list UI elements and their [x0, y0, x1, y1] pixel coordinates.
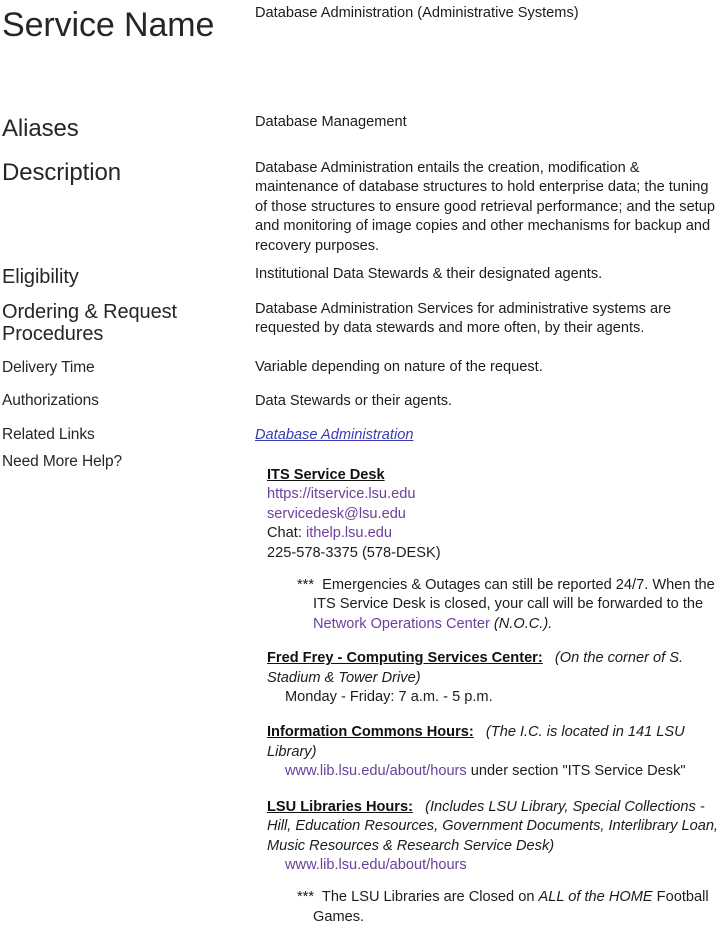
lsu-libraries-closed-note-part2: Football Games. — [313, 889, 709, 925]
value-ordering-request-procedures: Database Administration Services for administrative systems are requested by data stewards and more often, by their agents. — [255, 301, 672, 337]
its-service-desk-website-link[interactable]: https://itservice.lsu.edu — [267, 486, 416, 503]
information-commons-hours-row — [267, 762, 727, 781]
lsu-libraries-closed-note-emphasis: ALL of the HOME — [538, 889, 653, 906]
lsu-libraries-hours-link[interactable]: www.lib.lsu.edu/about/hours — [285, 856, 467, 873]
label-authorizations: Authorizations — [2, 392, 99, 409]
value-description: Database Administration entails the creation, modification & maintenance of database structures to hold enterprise data; the tuning of those structures to ensure good retrieval performance; and the setup and monitoring of image copies and other mechanisms for backup and recovery purposes. — [255, 160, 715, 254]
label-related-links: Related Links — [2, 426, 95, 443]
label-ordering-request-procedures: Ordering & Request Procedures — [2, 301, 177, 346]
note-stars: *** — [297, 889, 315, 906]
value-service-name: Database Administration (Administrative Systems) — [255, 5, 579, 21]
fred-frey-note: (On the corner of S. Stadium & Tower Drive) — [267, 650, 684, 686]
information-commons-group — [255, 723, 727, 781]
lsu-libraries-hours-row — [267, 856, 727, 875]
lsu-libraries-heading: LSU Libraries Hours: — [267, 798, 413, 815]
emergency-note — [267, 576, 727, 634]
label-aliases: Aliases — [2, 115, 79, 142]
lsu-libraries-heading-row — [267, 798, 727, 856]
fred-frey-hours: Monday - Friday: 7 a.m. - 5 p.m. — [285, 689, 493, 706]
label-service-name: Service Name — [2, 6, 215, 44]
lsu-libraries-group — [255, 798, 727, 927]
network-operations-center-link[interactable]: Network Operations Center — [313, 615, 490, 632]
information-commons-heading: Information Commons Hours: — [267, 724, 474, 741]
information-commons-heading-row — [267, 723, 727, 762]
information-commons-hours-link[interactable]: www.lib.lsu.edu/about/hours — [285, 763, 467, 780]
need-more-help-block — [255, 466, 727, 927]
lsu-libraries-closed-note — [267, 888, 727, 927]
its-service-desk-email-row — [267, 505, 727, 524]
label-description: Description — [2, 159, 121, 186]
label-need-more-help: Need More Help? — [2, 453, 122, 470]
chat-label: Chat: — [267, 525, 302, 542]
label-eligibility: Eligibility — [2, 266, 79, 288]
related-link-database-administration[interactable]: Database Administration — [255, 427, 414, 443]
lsu-libraries-closed-note-part1: The LSU Libraries are Closed on — [321, 889, 535, 906]
emergency-note-text-part1: Emergencies & Outages can still be reported 24/7. When the ITS Service Desk is closed, your call will be forwarded to the — [313, 577, 715, 613]
label-delivery-time: Delivery Time — [2, 359, 95, 376]
fred-frey-heading-row — [267, 649, 727, 688]
its-service-desk-chat-link[interactable]: ithelp.lsu.edu — [305, 525, 392, 542]
fred-frey-heading: Fred Frey - Computing Services Center: — [267, 650, 543, 667]
its-service-desk-email-link[interactable]: servicedesk@lsu.edu — [267, 505, 406, 522]
its-service-desk-chat-row — [267, 524, 727, 543]
emergency-note-text-part2: (N.O.C.). — [493, 615, 553, 632]
value-delivery-time: Variable depending on nature of the request. — [255, 359, 543, 375]
fred-frey-group — [255, 649, 727, 707]
value-authorizations: Data Stewards or their agents. — [255, 393, 453, 409]
value-aliases: Database Management — [255, 114, 407, 130]
its-service-desk-heading: ITS Service Desk — [267, 467, 385, 483]
information-commons-suffix: under section "ITS Service Desk" — [470, 763, 686, 780]
value-eligibility: Institutional Data Stewards & their designated agents. — [255, 266, 603, 282]
its-service-desk-group — [255, 466, 727, 634]
related-links-group — [255, 426, 721, 445]
its-service-desk-website-row — [267, 485, 727, 504]
lsu-libraries-note: (Includes LSU Library, Special Collections - Hill, Education Resources, Government Documents, Interlibrary Loan, Music Resources & Research Service Desk) — [267, 798, 718, 854]
its-service-desk-phone: 225-578-3375 (578-DESK) — [267, 544, 441, 561]
note-stars: *** — [297, 577, 315, 594]
information-commons-note: (The I.C. is located in 141 LSU Library) — [267, 724, 685, 760]
